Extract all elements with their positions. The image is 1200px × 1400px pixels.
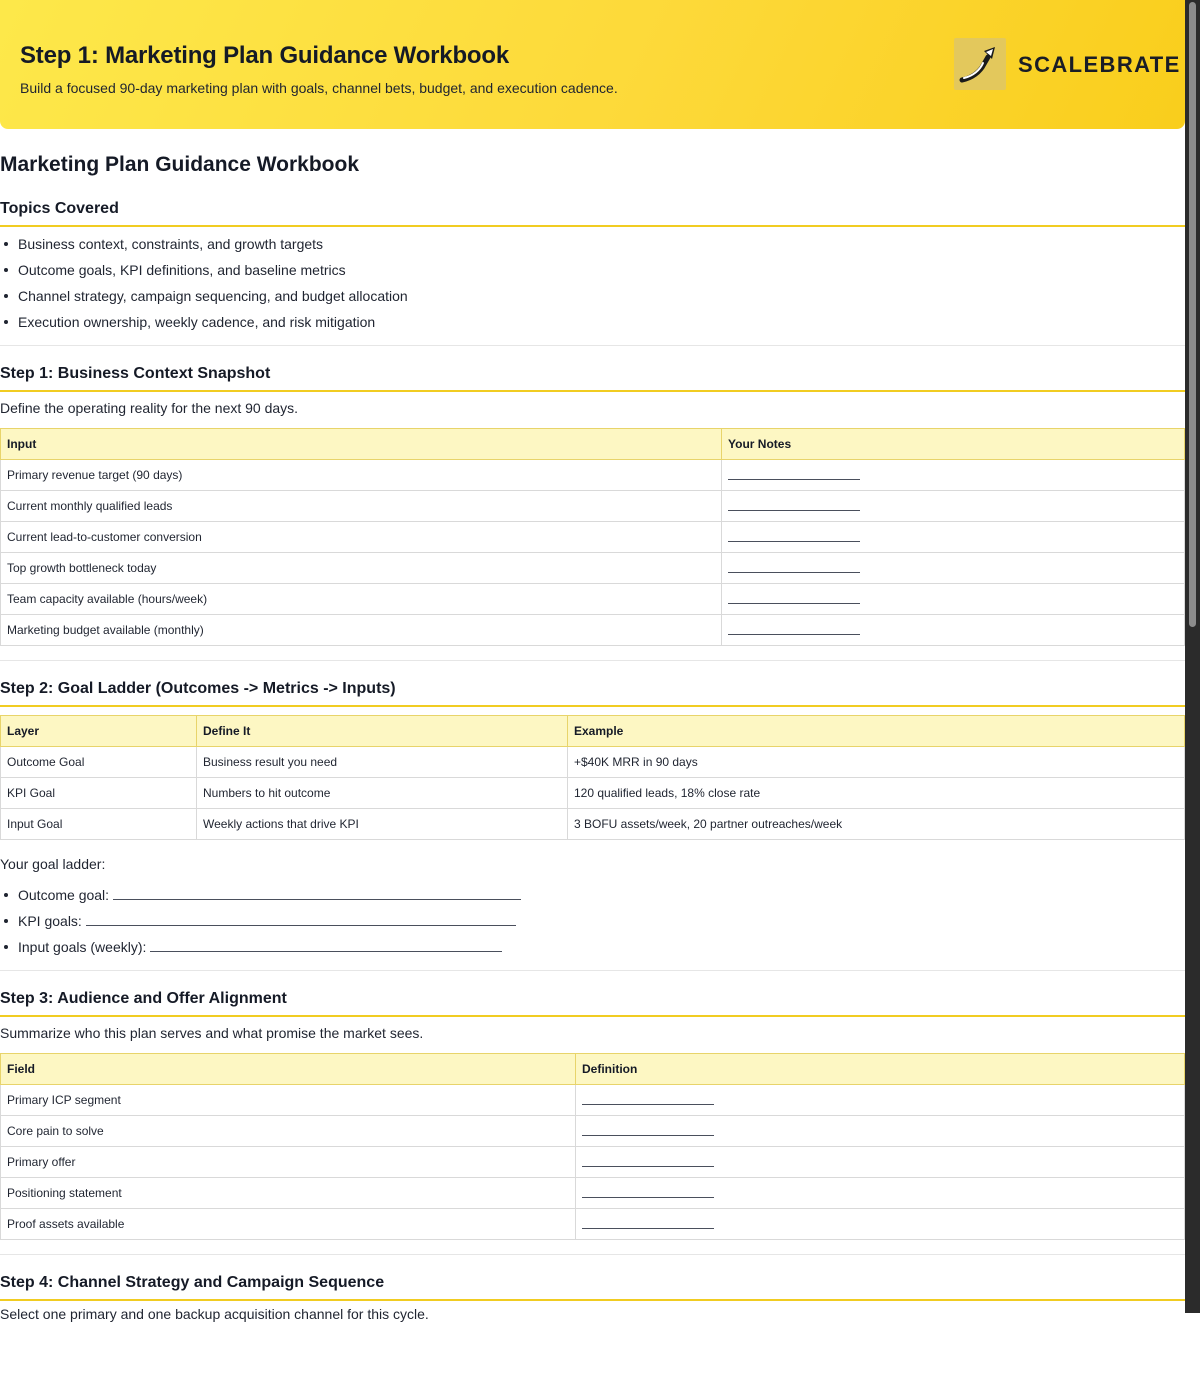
table-cell: Primary offer (1, 1147, 576, 1178)
definition-blank[interactable] (576, 1147, 1185, 1178)
table-row (1, 778, 1185, 809)
brand-name: SCALEBRATE (1018, 52, 1181, 77)
table-cell: Current monthly qualified leads (1, 491, 722, 522)
step4-heading: Step 4: Channel Strategy and Campaign Sequence (0, 1274, 1185, 1301)
table-row (1, 553, 1185, 584)
ladder-item-label: KPI goals: (18, 913, 82, 929)
table-cell: 3 BOFU assets/week, 20 partner outreaches/week (568, 809, 1185, 840)
list-item[interactable] (0, 912, 521, 938)
page-title: Marketing Plan Guidance Workbook (0, 153, 360, 176)
table-cell: Business result you need (197, 747, 568, 778)
column-header: Your Notes (722, 429, 1185, 460)
table-row (1, 522, 1185, 553)
column-header: Define It (197, 716, 568, 747)
workbook-header (0, 0, 1185, 129)
list-item: Channel strategy, campaign sequencing, and budget allocation (0, 287, 408, 313)
definition-blank[interactable] (576, 1209, 1185, 1240)
table-cell: Current lead-to-customer conversion (1, 522, 722, 553)
section-divider (0, 970, 1185, 971)
notes-blank[interactable] (722, 553, 1185, 584)
column-header: Layer (1, 716, 197, 747)
table-cell: Primary revenue target (90 days) (1, 460, 722, 491)
section-divider (0, 1254, 1185, 1255)
notes-blank[interactable] (722, 460, 1185, 491)
definition-blank[interactable] (576, 1178, 1185, 1209)
section-divider (0, 660, 1185, 661)
table-cell: Team capacity available (hours/week) (1, 584, 722, 615)
header-title: Step 1: Marketing Plan Guidance Workbook (20, 42, 509, 69)
table-cell: Top growth bottleneck today (1, 553, 722, 584)
table-row (1, 460, 1185, 491)
table-row (1, 809, 1185, 840)
table-row (1, 1147, 1185, 1178)
table-row (1, 491, 1185, 522)
table-cell: Numbers to hit outcome (197, 778, 568, 809)
audience-offer-table (0, 1053, 1185, 1240)
table-row (1, 747, 1185, 778)
header-subtitle: Build a focused 90-day marketing plan with goals, channel bets, budget, and execution cadence. (20, 80, 618, 96)
table-cell: Core pain to solve (1, 1116, 576, 1147)
definition-blank[interactable] (576, 1116, 1185, 1147)
step4-description: Select one primary and one backup acquisition channel for this cycle. (0, 1306, 429, 1322)
table-row (1, 1178, 1185, 1209)
ladder-item-label: Outcome goal: (18, 887, 110, 903)
step1-heading: Step 1: Business Context Snapshot (0, 365, 1185, 392)
goal-ladder-list (0, 886, 521, 964)
goal-ladder-label: Your goal ladder: (0, 856, 106, 872)
table-cell: +$40K MRR in 90 days (568, 747, 1185, 778)
column-header: Example (568, 716, 1185, 747)
table-cell: Proof assets available (1, 1209, 576, 1240)
table-row (1, 1209, 1185, 1240)
table-cell: 120 qualified leads, 18% close rate (568, 778, 1185, 809)
topics-list (0, 235, 408, 339)
step3-heading: Step 3: Audience and Offer Alignment (0, 990, 1185, 1017)
table-cell: Primary ICP segment (1, 1085, 576, 1116)
list-item[interactable] (0, 938, 521, 964)
table-cell: Weekly actions that drive KPI (197, 809, 568, 840)
table-row (1, 1116, 1185, 1147)
table-cell: KPI Goal (1, 778, 197, 809)
scrollbar-thumb[interactable] (1189, 2, 1196, 627)
table-cell: Outcome Goal (1, 747, 197, 778)
table-cell: Input Goal (1, 809, 197, 840)
table-row (1, 1085, 1185, 1116)
notes-blank[interactable] (722, 615, 1185, 646)
goal-ladder-table (0, 715, 1185, 840)
business-context-table (0, 428, 1185, 646)
column-header: Input (1, 429, 722, 460)
column-header: Definition (576, 1054, 1185, 1085)
vertical-scrollbar[interactable] (1185, 0, 1200, 1313)
section-divider (0, 345, 1185, 346)
list-item[interactable] (0, 886, 521, 912)
step2-heading: Step 2: Goal Ladder (Outcomes -> Metrics -> Inputs) (0, 680, 1185, 707)
table-row (1, 584, 1185, 615)
list-item: Business context, constraints, and growth targets (0, 235, 408, 261)
list-item: Outcome goals, KPI definitions, and baseline metrics (0, 261, 408, 287)
topics-heading: Topics Covered (0, 200, 1185, 227)
step3-description: Summarize who this plan serves and what promise the market sees. (0, 1025, 424, 1041)
column-header: Field (1, 1054, 576, 1085)
list-item: Execution ownership, weekly cadence, and risk mitigation (0, 313, 408, 339)
notes-blank[interactable] (722, 584, 1185, 615)
notes-blank[interactable] (722, 522, 1185, 553)
notes-blank[interactable] (722, 491, 1185, 522)
table-cell: Positioning statement (1, 1178, 576, 1209)
ladder-item-label: Input goals (weekly): (18, 939, 147, 955)
table-row (1, 615, 1185, 646)
table-cell: Marketing budget available (monthly) (1, 615, 722, 646)
definition-blank[interactable] (576, 1085, 1185, 1116)
rising-arrow-logo-icon (954, 38, 1006, 90)
step1-description: Define the operating reality for the next 90 days. (0, 400, 299, 416)
